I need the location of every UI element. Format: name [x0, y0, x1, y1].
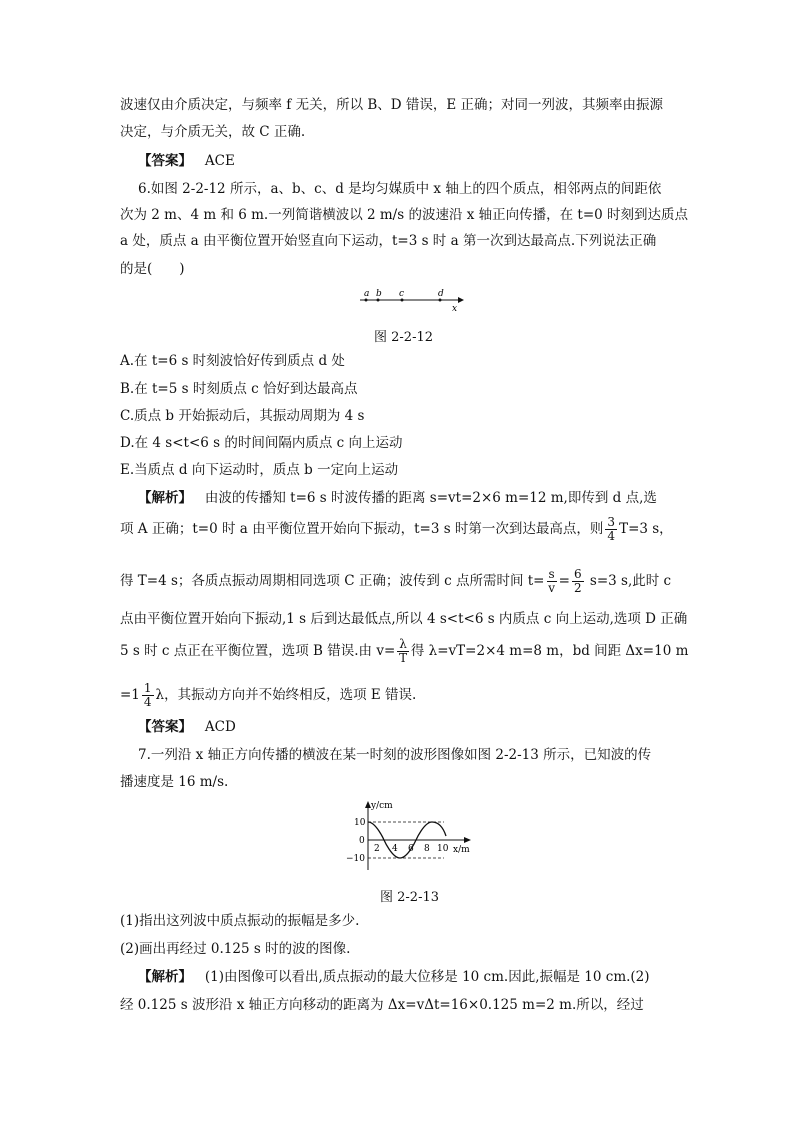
analysis-text: =1: [120, 687, 140, 703]
analysis-text: s=3 s,此时 c: [589, 573, 672, 589]
wave-graph: [340, 798, 480, 876]
point-label-a: a: [364, 289, 370, 299]
axis-label-x: x: [452, 304, 458, 314]
figure-caption: 图 2-2-12: [374, 330, 434, 345]
question-stem: 次为 2 m、4 m 和 6 m.一列简谐横波以 2 m/s 的波速沿 x 轴正向传播，在 t=0 时刻到达质点: [120, 207, 689, 223]
fraction-denominator: 4: [143, 695, 152, 709]
fraction: [397, 638, 409, 665]
fraction-denominator: 4: [607, 529, 616, 543]
tick-label-x: 6: [408, 844, 414, 854]
fraction-numerator: 3: [607, 515, 616, 529]
fraction-numerator: 6: [573, 567, 582, 581]
analysis-text: 项 A 正确；t=0 时 a 由平衡位置开始向下振动，t=3 s 时第一次到达最高点，则: [120, 521, 604, 537]
analysis-line: 经 0.125 s 波形沿 x 轴正方向移动的距离为 Δx=vΔt=16×0.125 m=2 m.所以，经过: [120, 997, 644, 1013]
text-line: 决定，与介质无关，故 C 正确.: [120, 124, 306, 140]
analysis-label: 【解析】: [138, 490, 192, 506]
text-line: 波速仅由介质决定，与频率 f 无关，所以 B、D 错误，E 正确；对同一列波，其频率由振源: [120, 97, 664, 113]
option-b: B.在 t=5 s 时刻质点 c 恰好到达最高点: [120, 381, 358, 397]
question-stem: 6.如图 2-2-12 所示，a、b、c、d 是均匀媒质中 x 轴上的四个质点，相邻两点的间距依: [138, 181, 662, 197]
tick-label-y: 0: [359, 836, 365, 846]
axis-label-x: x/m: [453, 845, 470, 855]
option-e: E.当质点 d 向下运动时，质点 b 一定向上运动: [120, 462, 399, 478]
tick-label-x: 4: [392, 844, 398, 854]
axis-label-y: y/cm: [371, 801, 393, 811]
tick-label-y: 10: [354, 818, 366, 828]
answer-line: [138, 718, 236, 736]
question-stem: a 处，质点 a 由平衡位置开始竖直向下运动，t=3 s 时 a 第一次到达最高点.下列说法正确: [120, 233, 657, 249]
axis-figure: [356, 286, 466, 314]
analysis-text: 得 T=4 s；各质点振动周期相同选项 C 正确；波传到 c 点所需时间 t=: [120, 573, 545, 589]
sub-question: (1)指出这列波中质点振动的振幅是多少.: [120, 913, 360, 929]
analysis-label: 【解析】: [138, 969, 192, 985]
sub-question: (2)画出再经过 0.125 s 时的波的图像.: [120, 941, 351, 957]
tick-label-y: −10: [346, 854, 365, 864]
tick-label-x: 10: [437, 844, 449, 854]
answer-value: ACD: [204, 719, 236, 735]
analysis-line: [120, 682, 416, 709]
analysis-line: [138, 968, 650, 986]
fraction: [572, 568, 584, 595]
fraction-numerator: s: [548, 567, 555, 581]
analysis-text: λ，其振动方向并不始终相反，选项 E 错误.: [155, 687, 417, 703]
analysis-text: 得 λ=vT=2×4 m=8 m，bd 间距 Δx=10 m: [410, 643, 689, 659]
option-d: D.在 4 s<t<6 s 的时间间隔内质点 c 向上运动: [120, 435, 403, 451]
analysis-line: 点由平衡位置开始向下振动,1 s 后到达最低点,所以 4 s<t<6 s 内质点 c 向上运动,选项 D 正确: [120, 611, 688, 627]
fraction: [605, 516, 617, 543]
question-stem: 播速度是 16 m/s.: [120, 774, 229, 790]
analysis-text: T=3 s，: [619, 521, 673, 537]
question-stem: 7.一列沿 x 轴正方向传播的横波在某一时刻的波形图像如图 2-2-13 所示，已知波的传: [138, 747, 652, 763]
question-stem: 的是( ): [120, 261, 185, 277]
option-c: C.质点 b 开始振动后，其振动周期为 4 s: [120, 408, 365, 424]
fraction-denominator: 2: [573, 581, 582, 595]
fraction-denominator: T: [399, 651, 408, 665]
analysis-text: 由波的传播知 t=6 s 时波传播的距离 s=vt=2×6 m=12 m,即传到 d 点,选: [204, 490, 657, 506]
figure-caption: 图 2-2-13: [380, 890, 440, 905]
analysis-text: (1)由图像可以看出,质点振动的最大位移是 10 cm.因此,振幅是 10 cm.(2): [204, 969, 650, 985]
answer-label: 【答案】: [138, 719, 192, 735]
fraction: [547, 568, 557, 595]
point-label-d: d: [438, 289, 444, 299]
analysis-text: 5 s 时 c 点正在平衡位置，选项 B 错误.由 v=: [120, 643, 396, 659]
answer-label: 【答案】: [138, 153, 192, 169]
answer-line: [138, 152, 235, 170]
fraction: [142, 682, 154, 709]
fraction-numerator: 1: [143, 681, 152, 695]
option-a: A.在 t=6 s 时刻波恰好传到质点 d 处: [120, 353, 345, 369]
analysis-line: [138, 489, 657, 507]
analysis-line: [120, 568, 671, 595]
point-label-b: b: [376, 289, 382, 299]
analysis-line: [120, 516, 673, 543]
tick-label-x: 2: [374, 844, 380, 854]
analysis-line: [120, 638, 688, 665]
fraction-numerator: λ: [399, 637, 407, 651]
equals-sign: =: [558, 573, 570, 589]
point-label-c: c: [399, 289, 405, 299]
answer-value: ACE: [204, 153, 235, 169]
tick-label-x: 8: [424, 844, 430, 854]
fraction-denominator: v: [548, 581, 555, 595]
